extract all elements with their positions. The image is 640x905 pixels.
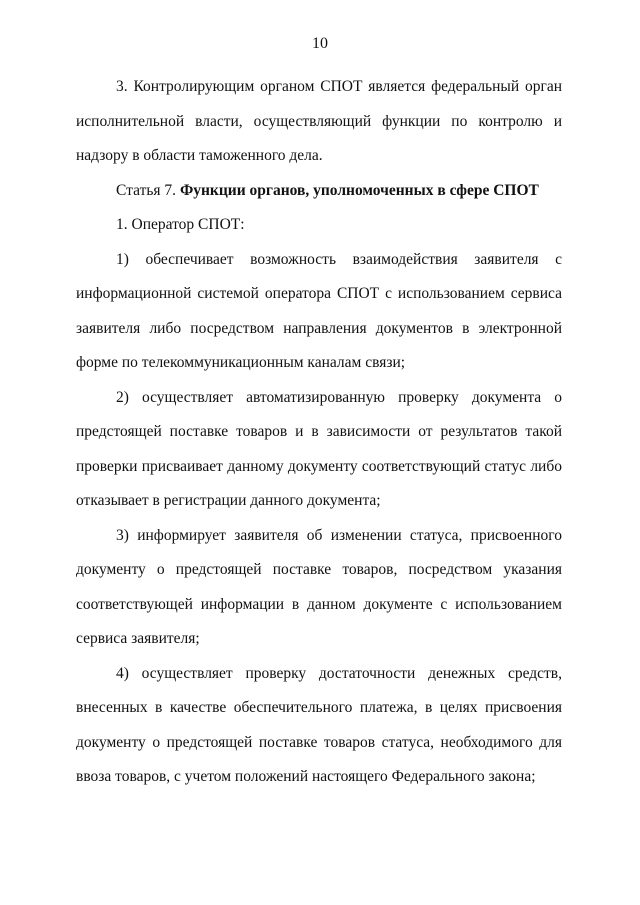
paragraph-control-authority: 3. Контролирующим органом СПОТ является федеральный орган исполнительной власти, осуществляющий функции по контролю и надзору в области таможенного дела. [76, 78, 562, 164]
article-title: Функции органов, уполномоченных в сфере СПОТ [179, 181, 539, 199]
article-prefix: Статья 7. [116, 181, 177, 199]
paragraph-operator-intro: 1. Оператор СПОТ: [116, 216, 245, 233]
page-number: 10 [312, 35, 328, 52]
paragraph-item-4: 4) осуществляет проверку достаточности денежных средств, внесенных в качестве обеспечительного платежа, в целях присвоения документу о предстоящей поставке товаров статуса, необходимого для ввоза товаров, с учетом положений настоящего Федерального закона; [76, 664, 562, 785]
article-heading [76, 174, 562, 209]
paragraph-item-3: 3) информирует заявителя об изменении статуса, присвоенного документу о предстоящей поставке товаров, посредством указания соответствующей информации в данном документе с использованием сервиса заявителя; [76, 526, 562, 647]
document-body [76, 70, 562, 795]
paragraph-item-2: 2) осуществляет автоматизированную проверку документа о предстоящей поставке товаров и в зависимости от результатов такой проверки присваивает данному документу соответствующий статус либо отказывает в регистрации данного документа; [76, 388, 562, 509]
paragraph-item-1: 1) обеспечивает возможность взаимодействия заявителя с информационной системой оператора СПОТ с использованием сервиса заявителя либо посредством направления документов в электронной форме по телекоммуникационным каналам связи; [76, 250, 562, 371]
